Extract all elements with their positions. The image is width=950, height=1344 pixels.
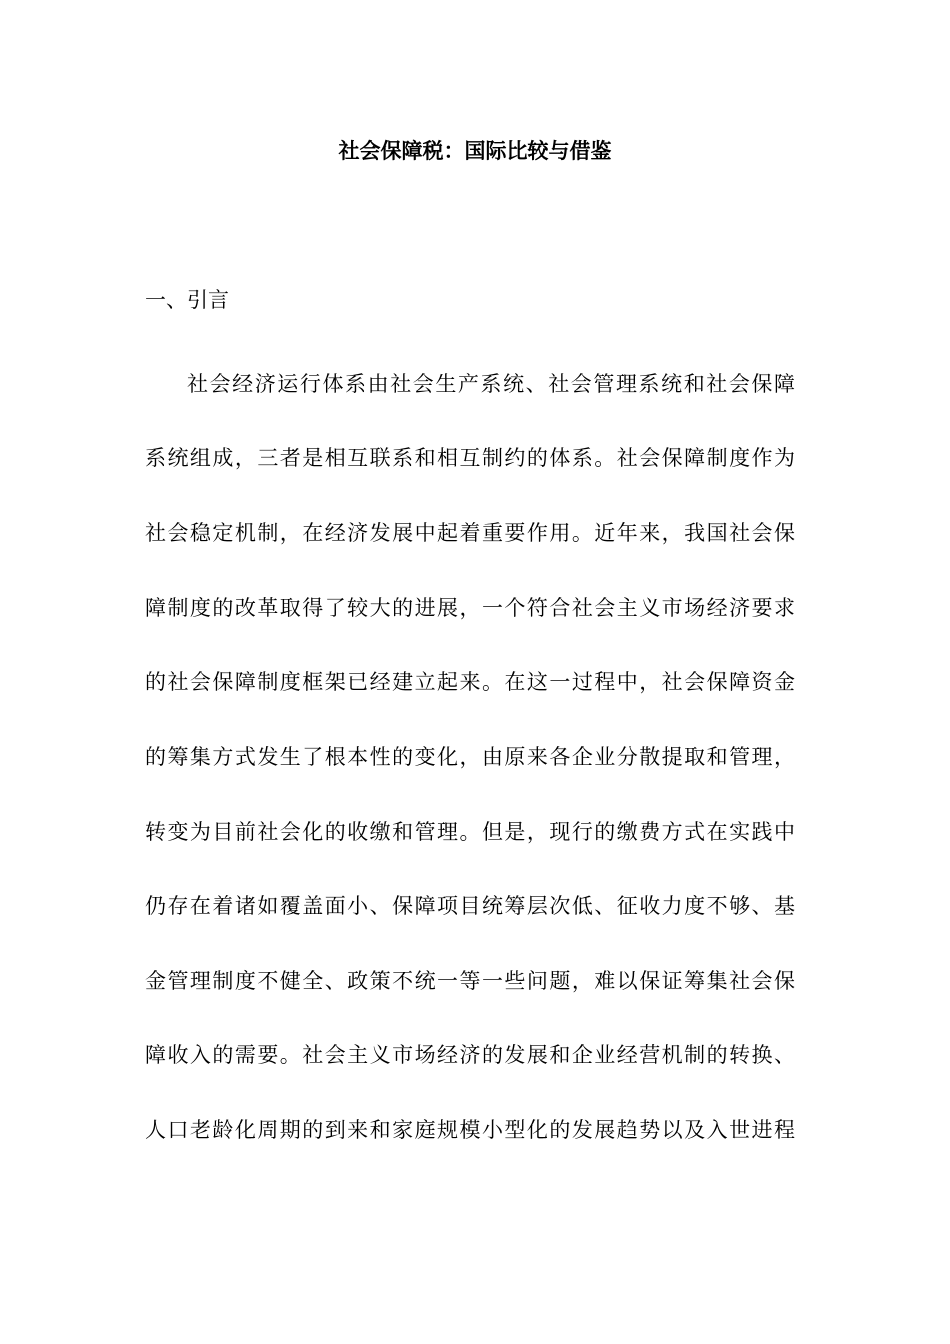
paragraph-line: 社会稳定机制，在经济发展中起着重要作用。近年来，我国社会保	[145, 521, 795, 545]
paragraph-line: 障制度的改革取得了较大的进展，一个符合社会主义市场经济要求	[145, 596, 795, 620]
paragraph-line: 的筹集方式发生了根本性的变化，由原来各企业分散提取和管理，	[145, 745, 795, 769]
document-title: 社会保障税：国际比较与借鉴	[338, 138, 612, 163]
section-heading-introduction: 一、引言	[145, 288, 229, 312]
paragraph-line: 金管理制度不健全、政策不统一等一些问题，难以保证筹集社会保	[145, 969, 795, 993]
paragraph-line: 仍存在着诸如覆盖面小、保障项目统筹层次低、征收力度不够、基	[145, 894, 795, 918]
paragraph-line: 系统组成，三者是相互联系和相互制约的体系。社会保障制度作为	[145, 446, 795, 470]
paragraph-line: 障收入的需要。社会主义市场经济的发展和企业经营机制的转换、	[145, 1043, 795, 1067]
paragraph-line: 的社会保障制度框架已经建立起来。在这一过程中，社会保障资金	[145, 670, 795, 694]
paragraph-line: 人口老龄化周期的到来和家庭规模小型化的发展趋势以及入世进程	[145, 1118, 795, 1142]
paragraph-line: 社会经济运行体系由社会生产系统、社会管理系统和社会保障	[187, 372, 795, 396]
paragraph-line: 转变为目前社会化的收缴和管理。但是，现行的缴费方式在实践中	[145, 820, 795, 844]
